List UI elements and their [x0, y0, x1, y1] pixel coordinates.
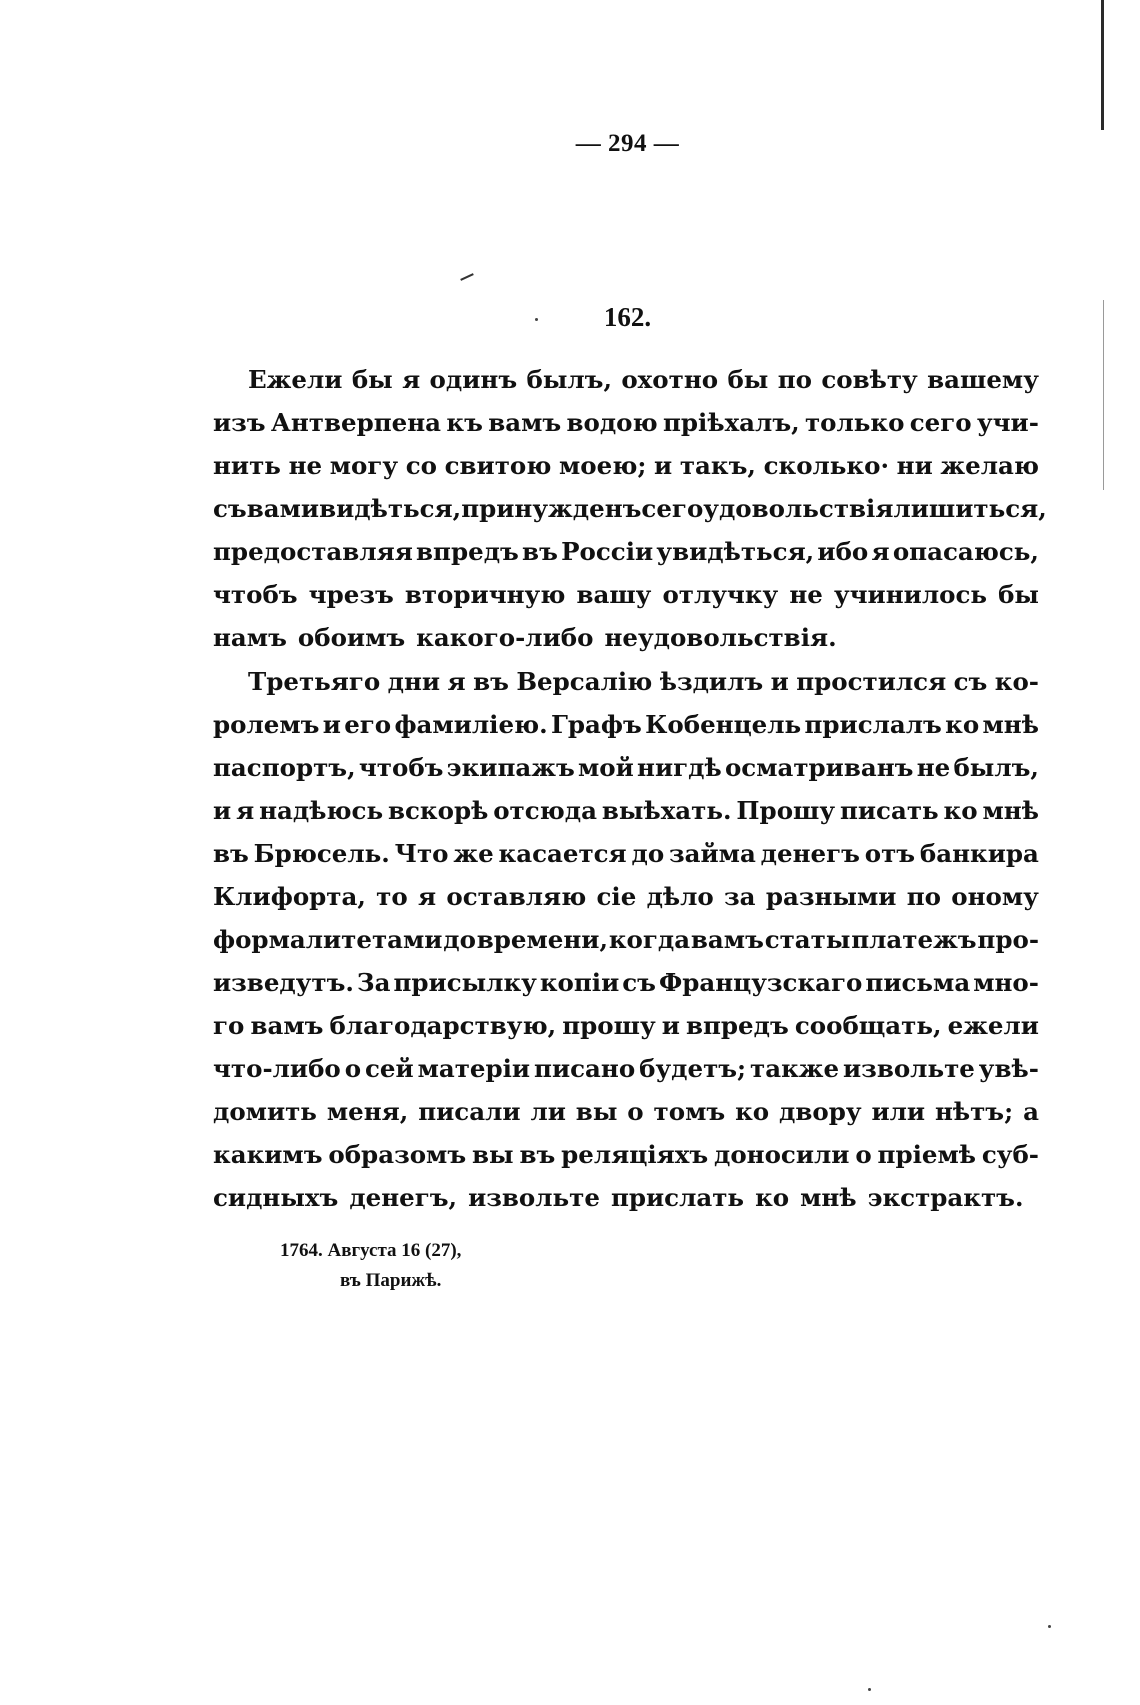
stray-ink-mark: [460, 273, 474, 281]
ink-speck: [868, 1688, 871, 1691]
text-line: Ежели бы я одинъ былъ, охотно бы по совѣту вашему: [248, 365, 1039, 394]
text-line: сидныхъ денегъ, извольте прислать ко мнѣ экстрактъ.: [213, 1183, 1024, 1212]
text-line: съ вами видѣться, принужденъ сего удовольствія лишиться,: [213, 494, 1047, 523]
text-line: чтобъ чрезъ вторичную вашу отлучку не учинилось бы: [213, 580, 1039, 609]
text-line: формалитетами до времени, когда вамъ статы платежъ про-: [213, 925, 1039, 954]
signature-date: 1764. Августа 16 (27),: [280, 1240, 462, 1261]
text-line: какимъ образомъ вы въ реляціяхъ доносили о пріемѣ суб-: [213, 1140, 1039, 1169]
paragraph-1: [213, 358, 1047, 659]
page-edge-line: [1101, 0, 1104, 130]
text-line: домить меня, писали ли вы о томъ ко двору или нѣтъ; а: [213, 1097, 1039, 1126]
text-line: паспортъ, чтобъ экипажъ мой нигдѣ осматриванъ не былъ,: [213, 753, 1039, 782]
text-line: нить не могу со свитою моею; и такъ, сколько· ни желаю: [213, 451, 1039, 480]
text-line: въ Брюсель. Что же касается до займа денегъ отъ банкира: [213, 839, 1039, 868]
document-number: 162.: [603, 302, 652, 332]
ink-speck: [1048, 1625, 1051, 1628]
paragraph-2: [213, 660, 1039, 1219]
text-line: Третьяго дни я въ Версалію ѣздилъ и простился съ ко-: [248, 667, 1039, 696]
text-line: ролемъ и его фамиліею. Графъ Кобенцель прислалъ ко мнѣ: [213, 710, 1039, 739]
text-line: го вамъ благодарствую, прошу и впредъ сообщать, ежели: [213, 1011, 1039, 1040]
text-line: Клифорта, то я оставляю сіе дѣло за разными по оному: [213, 882, 1039, 911]
page-number: — 294 —: [575, 130, 680, 157]
text-line: изведутъ. За присылку копіи съ Французскаго письма мно-: [213, 968, 1039, 997]
text-line: предоставляя впредъ въ Россіи увидѣться, ибо я опасаюсь,: [213, 537, 1039, 566]
signature-place: въ Парижѣ.: [340, 1270, 442, 1291]
text-line: что-либо о сей матеріи писано будетъ; также извольте увѣ-: [213, 1054, 1039, 1083]
text-line: изъ Антверпена къ вамъ водою пріѣхалъ, только сего учи-: [213, 408, 1039, 437]
text-line: и я надѣюсь вскорѣ отсюда выѣхать. Прошу писать ко мнѣ: [213, 796, 1039, 825]
text-line: намъ обоимъ какого-либо неудовольствія.: [213, 623, 837, 652]
